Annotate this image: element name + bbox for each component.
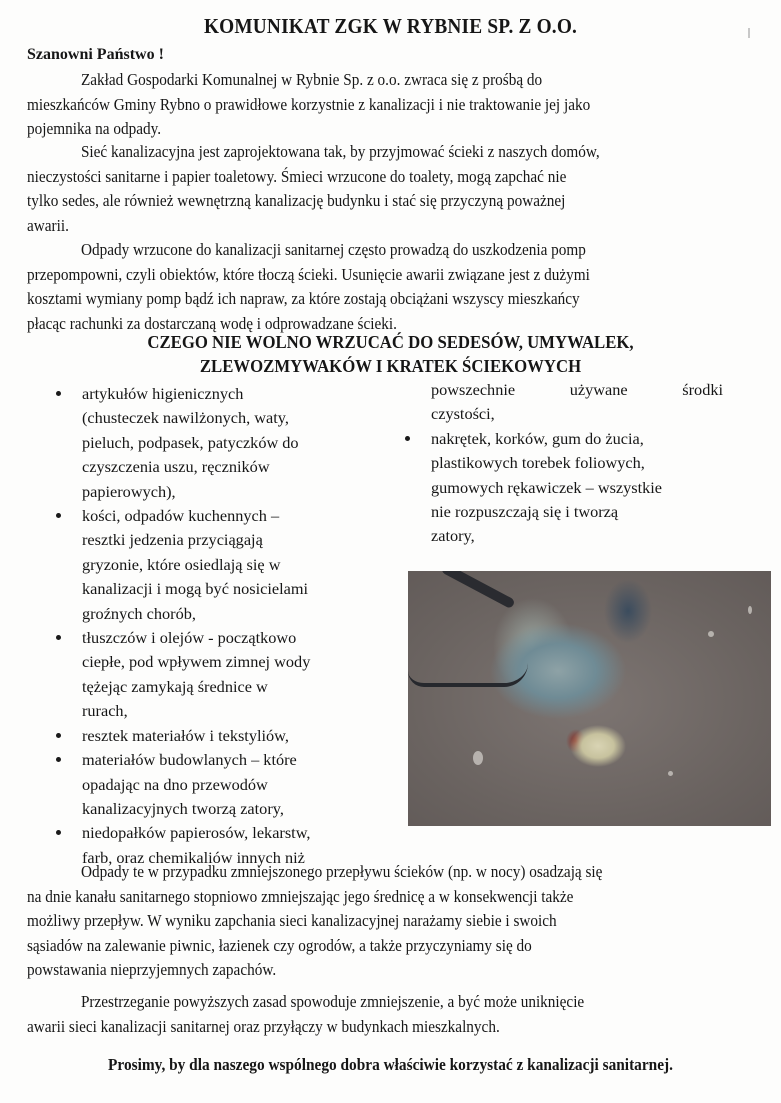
list-item-line: nakrętek, korków, gum do żucia, bbox=[431, 428, 644, 448]
list-item-line: czyszczenia uszu, ręczników bbox=[82, 457, 270, 477]
greeting: Szanowni Państwo ! bbox=[27, 46, 164, 63]
prohibited-list-right bbox=[431, 378, 731, 549]
list-item-line: nie rozpuszczają się i tworzą bbox=[431, 502, 619, 522]
list-item-line: gryzonie, które osiedlają się w bbox=[82, 554, 281, 574]
paragraph-line: Odpady wrzucone do kanalizacji sanitarnej często prowadzą do uszkodzenia pomp bbox=[80, 240, 586, 259]
clogged-pump-photo bbox=[408, 571, 771, 826]
list-item bbox=[50, 724, 380, 748]
list-item-line bbox=[431, 378, 723, 402]
list-item-line: groźnych chorób, bbox=[82, 603, 196, 623]
list-item-line: artykułów higienicznych bbox=[82, 384, 244, 403]
paragraph-line: kosztami wymiany pomp bądź ich napraw, za które zostają obciążani wszyscy mieszkańcy bbox=[27, 289, 580, 309]
list-item-line: farb, oraz chemikaliów innych niż bbox=[82, 847, 305, 867]
paragraph-line: Zakład Gospodarki Komunalnej w Rybnie Sp. z o.o. zwraca się z prośbą do bbox=[80, 70, 543, 89]
list-item bbox=[50, 626, 380, 724]
list-item-line: resztek materiałów i tekstyliów, bbox=[82, 725, 289, 745]
paragraph-line: awarii. bbox=[27, 215, 69, 235]
document-title: KOMUNIKAT ZGK W RYBNIE SP. Z O.O. bbox=[203, 14, 578, 38]
section-heading-line: ZLEWOZMYWAKÓW I KRATEK ŚCIEKOWYCH bbox=[199, 356, 582, 376]
debris-speck bbox=[668, 771, 673, 776]
bullet-icon bbox=[56, 513, 61, 518]
section-heading-line: CZEGO NIE WOLNO WRZUCAĆ DO SEDESÓW, UMYWALEK, bbox=[147, 332, 634, 352]
list-item-line: opadając na dno przewodów bbox=[82, 774, 268, 794]
paragraph-network bbox=[27, 140, 678, 238]
bullet-icon bbox=[405, 436, 410, 441]
paragraph-line: tylko sedes, ale również wewnętrzną kanalizację budynku i stać się przyczyną poważnej bbox=[27, 191, 566, 211]
list-item-line: materiałów budowlanych – które bbox=[82, 750, 297, 770]
list-item-line: kanalizacji i mogą być nosicielami bbox=[82, 579, 309, 599]
list-item bbox=[399, 427, 731, 549]
section-heading bbox=[27, 330, 753, 378]
paragraph-line: awarii sieci kanalizacji sanitarnej oraz przyłączy w budynkach mieszkalnych. bbox=[27, 1016, 500, 1036]
list-item-line: kanalizacyjnych tworzą zatory, bbox=[82, 798, 284, 818]
paragraph-line: pojemnika na odpady. bbox=[27, 119, 162, 139]
list-item-line: pieluch, podpasek, patyczków do bbox=[82, 432, 299, 452]
paragraph-line: nieczystości sanitarne i papier toaletowy. Śmieci wrzucone do toalety, mogą zapchać nie bbox=[27, 166, 567, 186]
list-item bbox=[50, 504, 380, 626]
paragraph-line: na dnie kanału sanitarnego stopniowo zmniejszając jego średnicę a w konsekwencji także bbox=[27, 886, 574, 906]
list-item-line: zatory, bbox=[431, 526, 475, 546]
paragraph-intro bbox=[27, 68, 678, 142]
list-item-line: tłuszczów i olejów - początkowo bbox=[82, 628, 297, 648]
closing-request: Prosimy, by dla naszego wspólnego dobra właściwie korzystać z kanalizacji sanitarnej. bbox=[108, 1055, 673, 1074]
debris-speck bbox=[748, 606, 752, 614]
prohibited-list-left bbox=[50, 382, 380, 870]
debris-speck bbox=[473, 751, 483, 765]
list-item-line: (chusteczek nawilżonych, waty, bbox=[82, 408, 289, 428]
word: używane bbox=[569, 380, 628, 399]
list-item-line: resztki jedzenia przyciągają bbox=[82, 530, 263, 550]
word: środki bbox=[682, 380, 723, 399]
paragraph-consequences bbox=[27, 860, 678, 983]
paragraph-line: płacąc rachunki za dostarczaną wodę i odprowadzane ścieki. bbox=[27, 313, 397, 333]
paragraph-line: powstawania nieprzyjemnych zapachów. bbox=[27, 960, 277, 980]
paragraph-line: sąsiadów na zalewanie piwnic, łazienek czy ogrodów, a także przyczyniamy się do bbox=[27, 935, 532, 955]
list-item-line: rurach, bbox=[82, 701, 128, 721]
list-item bbox=[50, 382, 380, 504]
list-item-line: kości, odpadów kuchennych – bbox=[82, 506, 280, 526]
bullet-icon bbox=[56, 757, 61, 762]
list-item-line: papierowych), bbox=[82, 481, 176, 501]
paragraph-line: Sieć kanalizacyjna jest zaprojektowana tak, by przyjmować ścieki z naszych domów, bbox=[80, 142, 600, 161]
list-item-line: plastikowych torebek foliowych, bbox=[431, 453, 645, 473]
debris-speck bbox=[708, 631, 714, 637]
bullet-icon bbox=[56, 830, 61, 835]
list-item-line: czystości, bbox=[431, 404, 495, 424]
list-item-line: tężejąc zamykają średnice w bbox=[82, 676, 268, 696]
word: powszechnie bbox=[431, 380, 516, 399]
cable-shape bbox=[408, 663, 528, 687]
cable-shape bbox=[440, 571, 515, 609]
paragraph-line: Przestrzeganie powyższych zasad spowoduje zmniejszenie, a być może uniknięcie bbox=[80, 992, 585, 1011]
list-item bbox=[50, 748, 380, 821]
list-item-line: ciepłe, pod wpływem zimnej wody bbox=[82, 652, 311, 672]
paragraph-line: Odpady te w przypadku zmniejszonego przepływu ścieków (np. w nocy) osadzają się bbox=[80, 862, 603, 881]
bullet-icon bbox=[56, 733, 61, 738]
paragraph-line: przepompowni, czyli obiektów, które tłoczą ścieki. Usunięcie awarii związane jest z dużymi bbox=[27, 264, 590, 284]
list-item-line: niedopałków papierosów, lekarstw, bbox=[82, 823, 311, 843]
bullet-icon bbox=[56, 391, 61, 396]
list-item-continuation bbox=[431, 378, 731, 427]
paragraph-compliance bbox=[27, 990, 678, 1039]
paragraph-line: możliwy przepływ. W wyniku zapchania sieci kanalizacyjnej narażamy siebie i swoich bbox=[27, 911, 557, 931]
bullet-icon bbox=[56, 635, 61, 640]
list-item-line: gumowych rękawiczek – wszystkie bbox=[431, 477, 663, 497]
paragraph-line: mieszkańców Gminy Rybno o prawidłowe korzystnie z kanalizacji i nie traktowanie jej jako bbox=[27, 94, 591, 114]
paragraph-pumps bbox=[27, 238, 678, 336]
